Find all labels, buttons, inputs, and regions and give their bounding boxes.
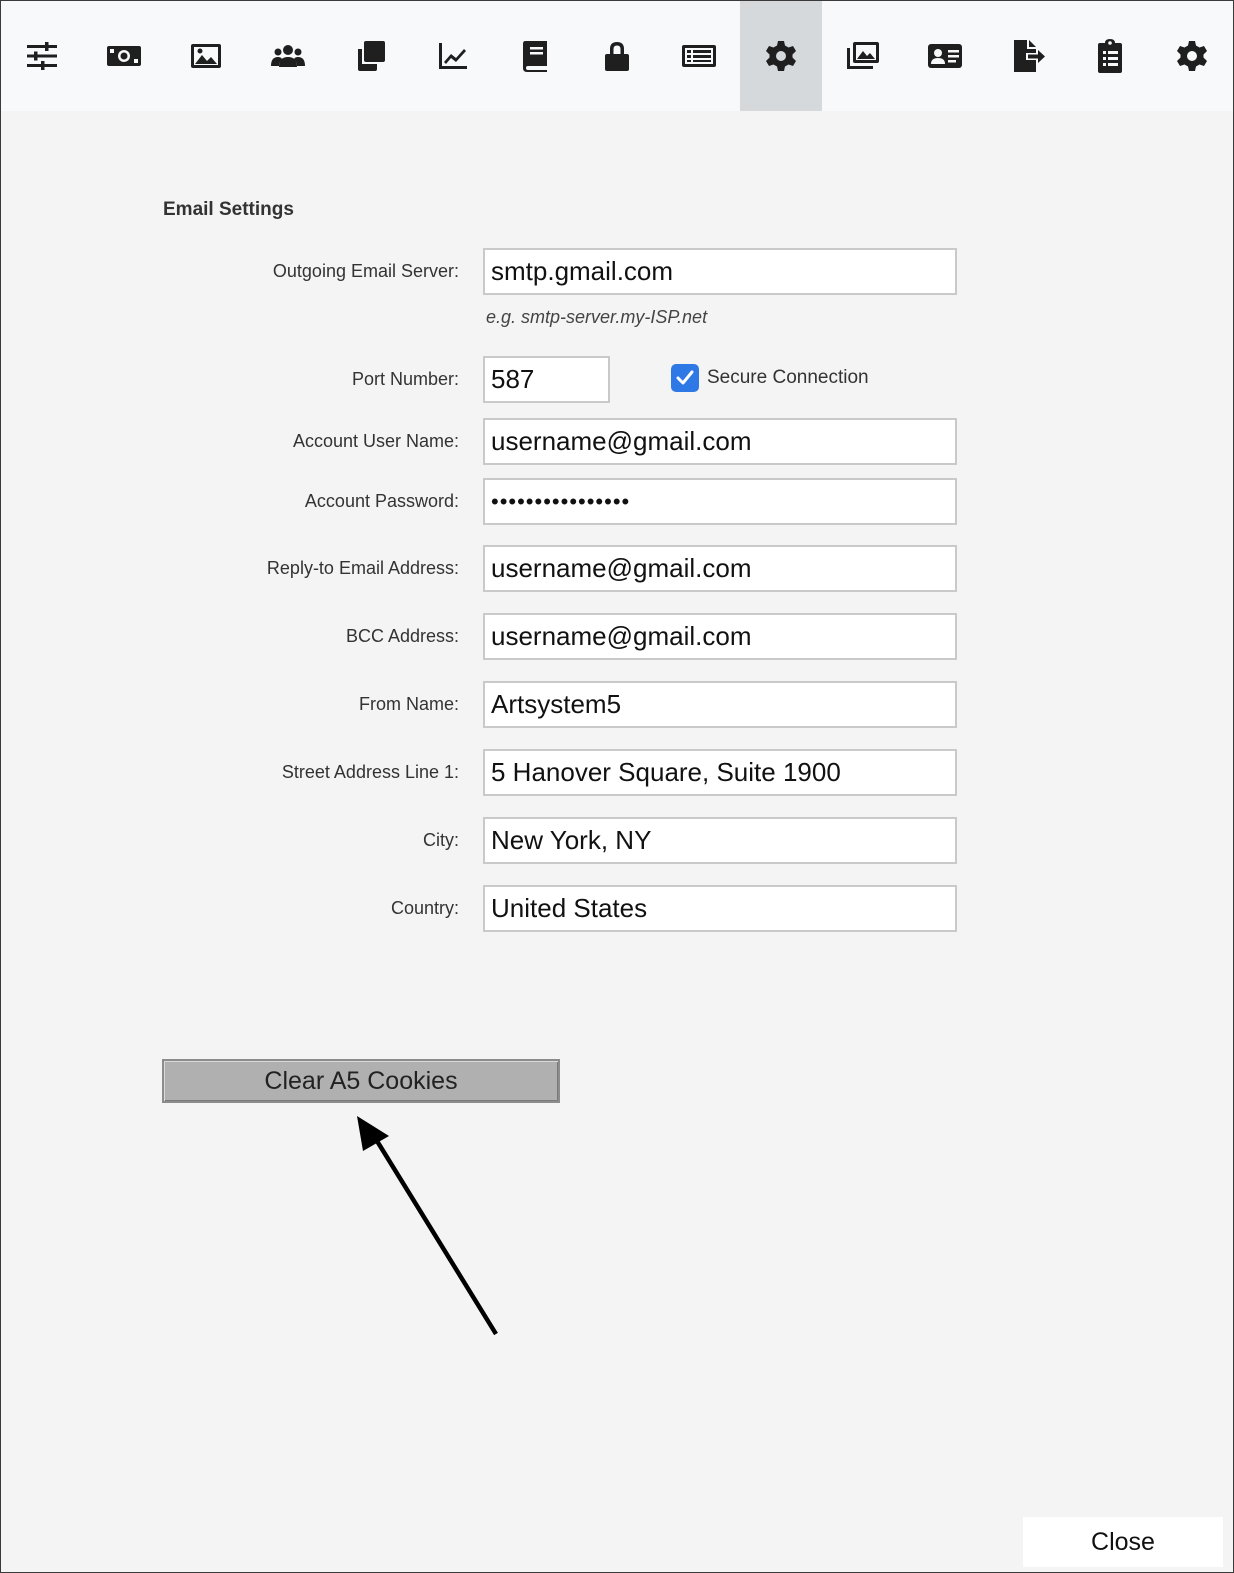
copy-icon[interactable] (330, 1, 412, 111)
from-name-label: From Name: (358, 694, 459, 714)
port-label: Port Number: (351, 369, 459, 389)
street-line1-input[interactable]: 5 Hanover Square, Suite 1900 (483, 749, 957, 796)
reply-to-label: Reply-to Email Address: (266, 558, 459, 578)
password-input[interactable]: •••••••••••••••• (483, 478, 957, 525)
top-toolbar (1, 1, 1233, 111)
section-title: Email Settings (163, 199, 294, 220)
secure-connection-toggle[interactable] (671, 364, 869, 392)
lock-icon[interactable] (576, 1, 658, 111)
file-export-icon[interactable] (987, 1, 1069, 111)
city-label: City: (423, 830, 459, 850)
country-label: Country: (390, 898, 459, 918)
port-input[interactable]: 587 (483, 356, 610, 403)
country-input[interactable]: United States (483, 885, 957, 932)
gear-icon[interactable] (1151, 1, 1233, 111)
secure-connection-checkbox[interactable] (671, 364, 699, 392)
outgoing-server-hint: e.g. smtp-server.my-ISP.net (486, 307, 708, 327)
clear-cookies-button[interactable]: Clear A5 Cookies (162, 1059, 560, 1103)
city-input[interactable]: New York, NY (483, 817, 957, 864)
users-icon[interactable] (247, 1, 329, 111)
bcc-input[interactable]: username@gmail.com (483, 613, 957, 660)
outgoing-server-label: Outgoing Email Server: (272, 261, 459, 281)
secure-connection-label: Secure Connection (707, 367, 869, 388)
money-icon[interactable] (83, 1, 165, 111)
clipboard-list-icon[interactable] (1069, 1, 1151, 111)
password-label: Account Password: (304, 491, 459, 511)
close-button[interactable]: Close (1023, 1517, 1223, 1567)
outgoing-server-input[interactable]: smtp.gmail.com (483, 248, 957, 295)
id-card-icon[interactable] (904, 1, 986, 111)
sliders-icon[interactable] (1, 1, 83, 111)
list-card-icon[interactable] (658, 1, 740, 111)
annotation-arrow (341, 1106, 511, 1346)
gear-icon[interactable] (740, 1, 822, 111)
user-name-input[interactable]: username@gmail.com (483, 418, 957, 465)
images-icon[interactable] (822, 1, 904, 111)
checkmark-icon (674, 367, 696, 389)
from-name-input[interactable]: Artsystem5 (483, 681, 957, 728)
book-icon[interactable] (494, 1, 576, 111)
street-line1-label: Street Address Line 1: (281, 762, 459, 782)
chart-line-icon[interactable] (412, 1, 494, 111)
image-icon[interactable] (165, 1, 247, 111)
bcc-label: BCC Address: (345, 626, 459, 646)
reply-to-input[interactable]: username@gmail.com (483, 545, 957, 592)
user-name-label: Account User Name: (292, 431, 459, 451)
